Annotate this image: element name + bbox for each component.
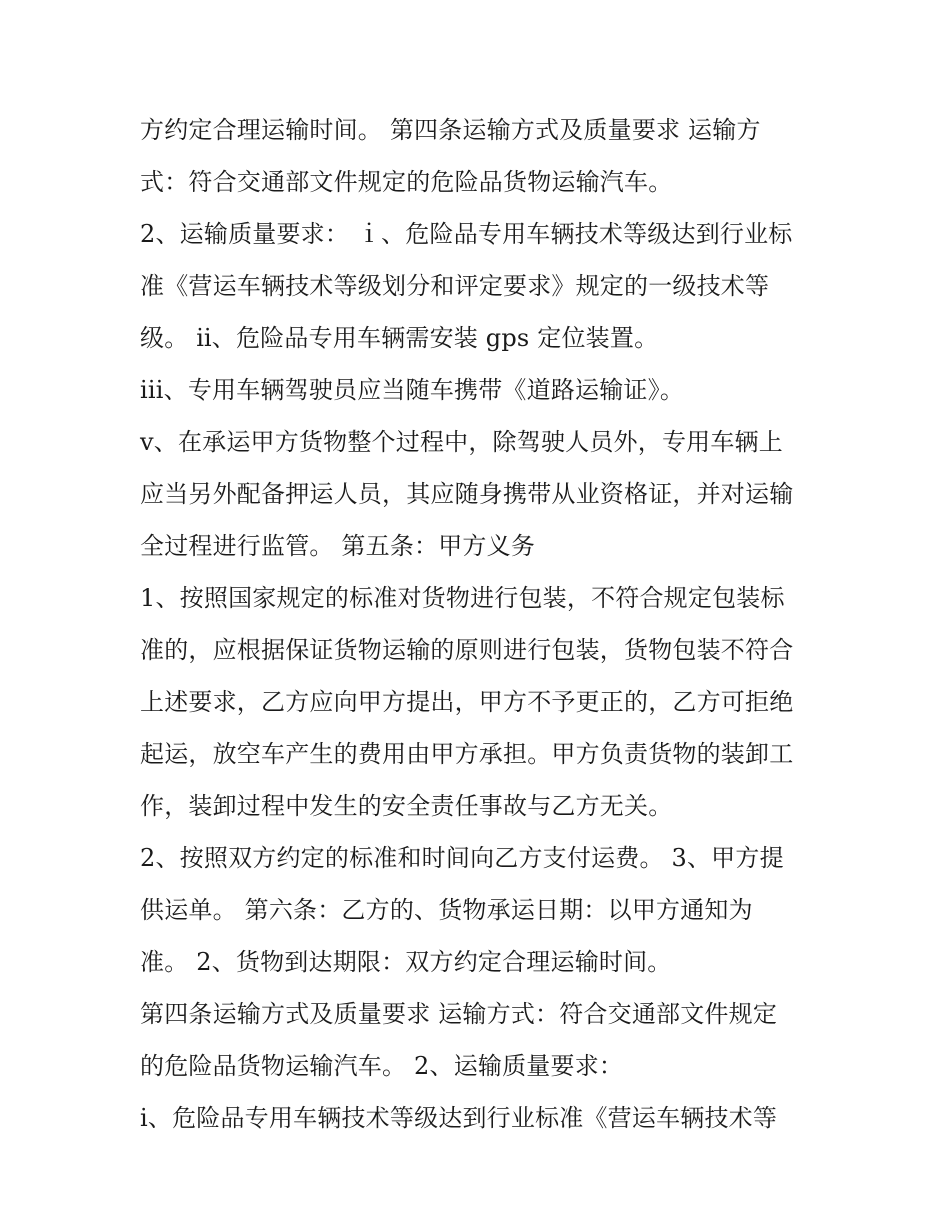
text-line-16: 供运单。 第六条：乙方的、货物承运日期：以甲方通知为	[140, 896, 753, 924]
text-line-6: iii、专用车辆驾驶员应当随车携带《道路运输证》。	[140, 376, 685, 404]
text-line-20: i、危险品专用车辆技术等级达到行业标准《营运车辆技术等	[140, 1104, 778, 1132]
text-line-19: 的危险品货物运输汽车。 2、运输质量要求：	[140, 1052, 624, 1080]
text-line-13: 起运，放空车产生的费用由甲方承担。甲方负责货物的装卸工	[140, 740, 794, 768]
text-line-7: v、在承运甲方货物整个过程中，除驾驶人员外，专用车辆上	[140, 428, 783, 456]
text-line-15: 2、按照双方约定的标准和时间向乙方支付运费。 3、甲方提	[140, 844, 784, 872]
text-line-1: 方约定合理运输时间。 第四条运输方式及质量要求 运输方	[140, 116, 761, 144]
text-line-14: 作，装卸过程中发生的安全责任事故与乙方无关。	[140, 792, 673, 820]
text-line-3: 2、运输质量要求： ｉ、危险品专用车辆技术等级达到行业标	[140, 220, 793, 248]
text-line-17: 准。 2、货物到达期限：双方约定合理运输时间。	[140, 948, 672, 976]
text-line-8: 应当另外配备押运人员，其应随身携带从业资格证，并对运输	[140, 480, 794, 508]
text-line-10: 1、按照国家规定的标准对货物进行包装，不符合规定包装标	[140, 584, 785, 612]
text-line-9: 全过程进行监管。 第五条：甲方义务	[140, 532, 536, 560]
document-body	[140, 104, 830, 1144]
text-line-18: 第四条运输方式及质量要求 运输方式：符合交通部文件规定	[140, 1000, 778, 1028]
text-line-11: 准的，应根据保证货物运输的原则进行包装，货物包装不符合	[140, 636, 794, 664]
text-line-12: 上述要求，乙方应向甲方提出，甲方不予更正的，乙方可拒绝	[140, 688, 794, 716]
text-line-2: 式：符合交通部文件规定的危险品货物运输汽车。	[140, 168, 673, 196]
text-line-5: 级。 ⅱ、危险品专用车辆需安装 gps 定位装置。	[140, 324, 659, 352]
text-line-4: 准《营运车辆技术等级划分和评定要求》规定的一级技术等	[140, 272, 770, 300]
